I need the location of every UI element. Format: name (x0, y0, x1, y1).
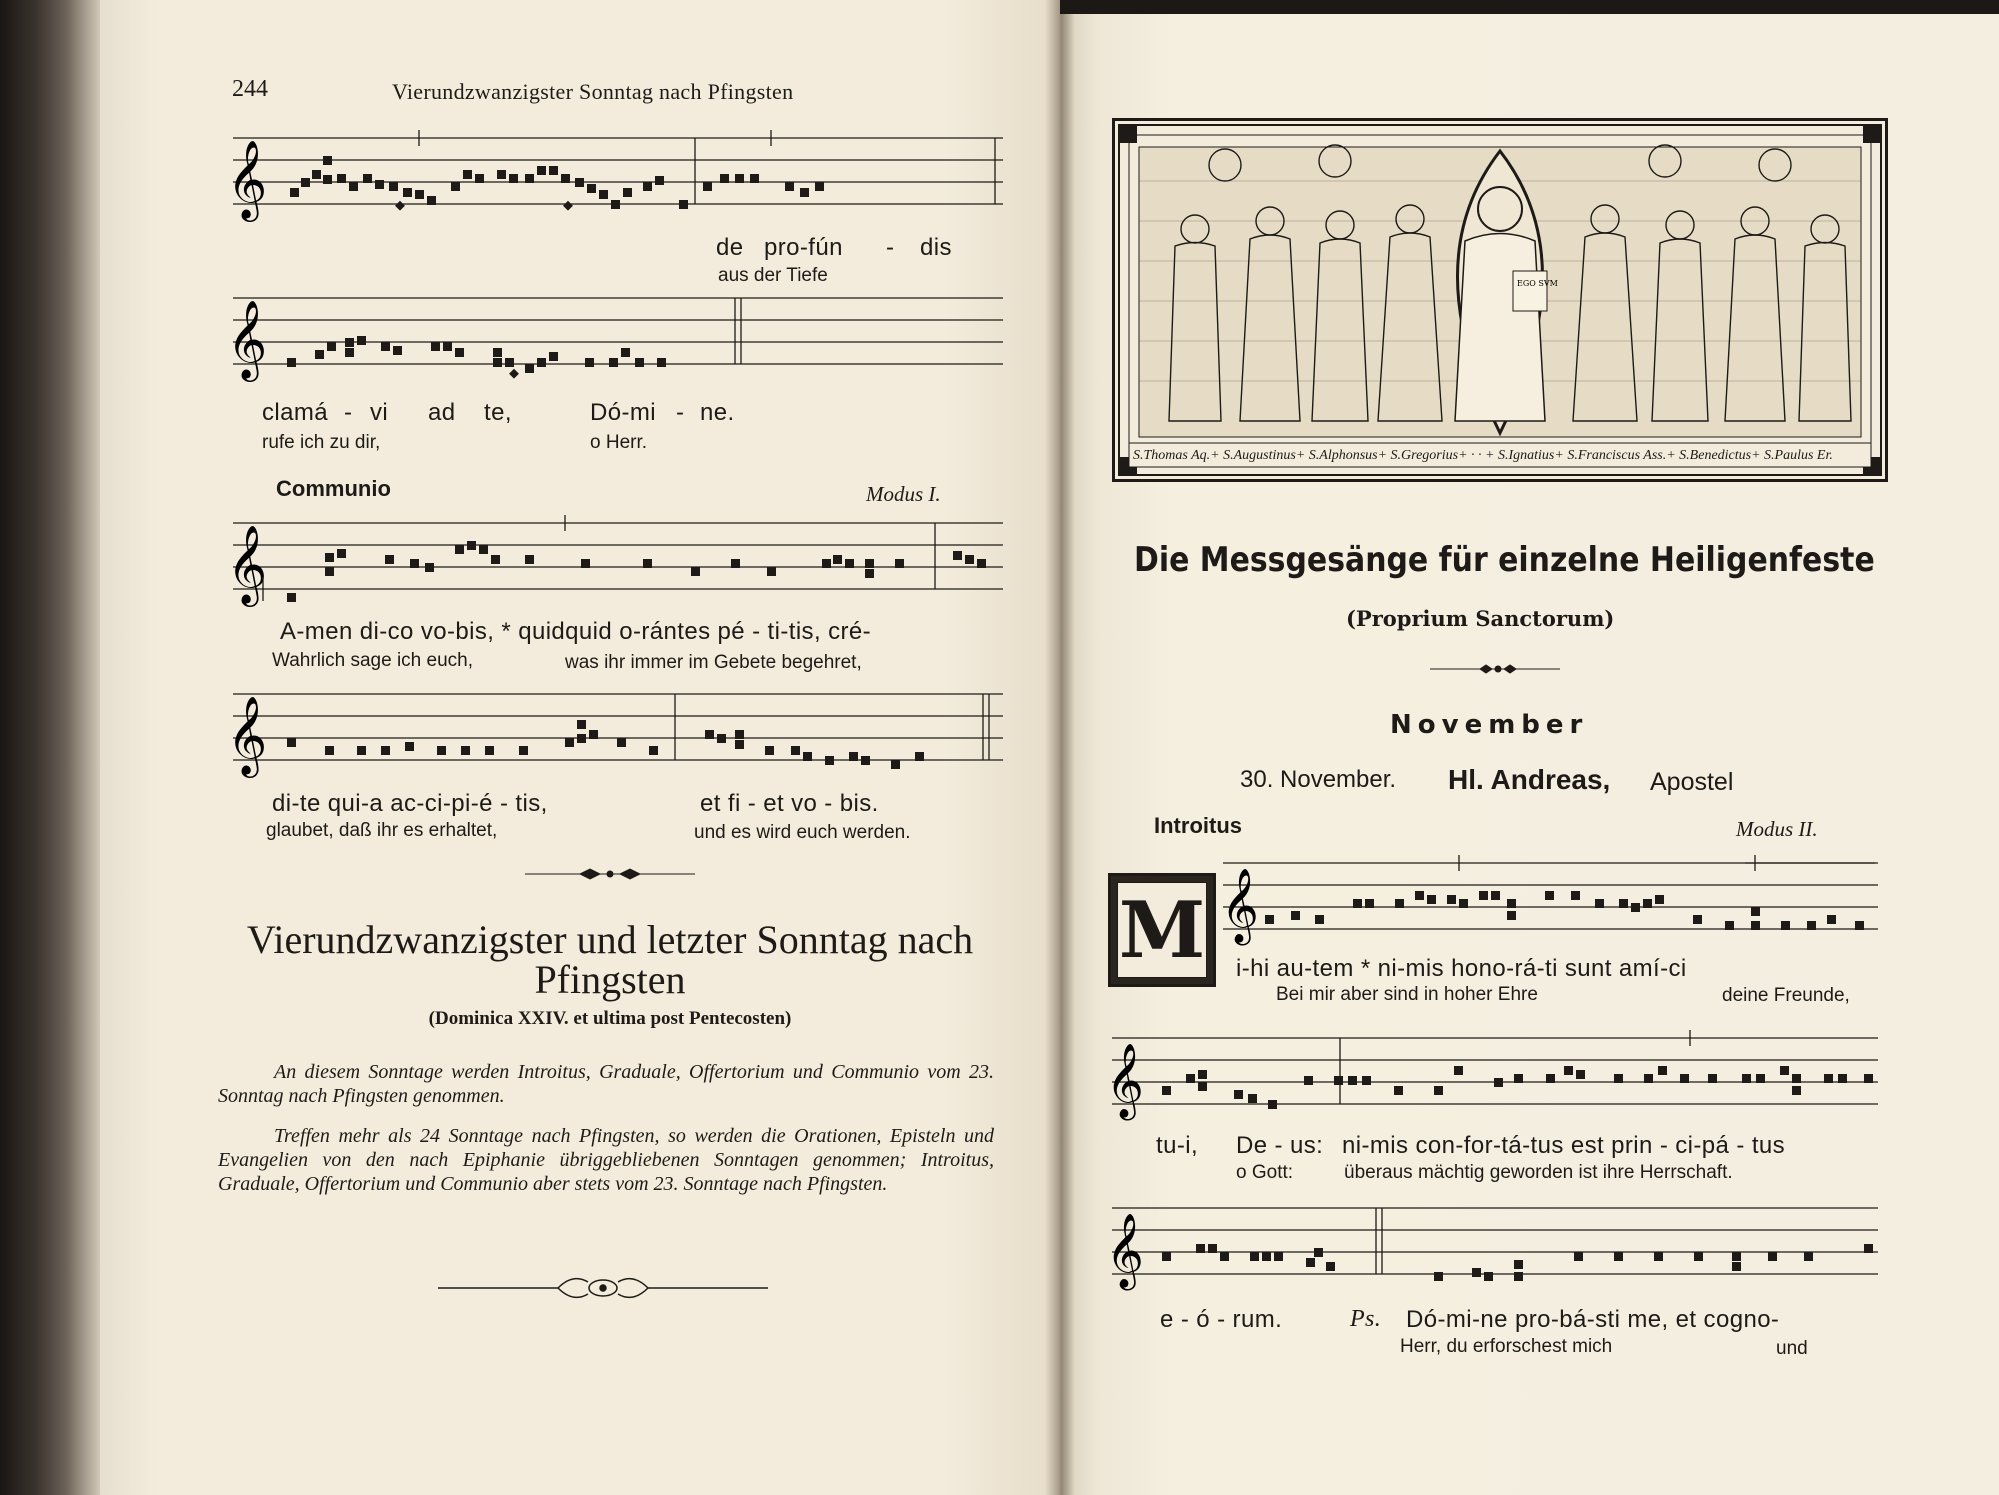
staff2-translation: o Herr. (590, 432, 648, 453)
right-staff2-translation: überaus mächtig geworden ist ihre Herrschaft. (1344, 1162, 1733, 1183)
feast-date: 30. November. (1240, 766, 1397, 793)
introitus-modus: Modus II. (1736, 817, 1818, 841)
staff4-lyrics: di-te qui-a ac-ci-pi-é - tis, (272, 790, 548, 817)
ornament-divider (520, 864, 700, 888)
staff3-translation: Wahrlich sage ich euch, (272, 650, 474, 671)
svg-text:𝄞: 𝄞 (227, 696, 268, 775)
right-staff3-lyrics: Dó-mi-ne pro-bá-sti me, et cogno- (1406, 1306, 1780, 1333)
svg-text:𝄞: 𝄞 (227, 525, 268, 604)
book-gutter (1045, 0, 1075, 1495)
top-shadow (1060, 0, 1999, 14)
svg-text:𝄞: 𝄞 (227, 140, 268, 219)
svg-text:𝄞: 𝄞 (1106, 1214, 1144, 1288)
staff2-syllable: clamá (262, 399, 329, 426)
staff4-translation: und es wird euch werden. (694, 822, 911, 843)
chant-staff-2 (225, 290, 1005, 390)
section-title: Vierundzwanzigster und letzter Sonntag nach Pfingsten (246, 917, 974, 1002)
right-chant-staff-1 (1215, 855, 1880, 955)
staff2-syllable: vi (370, 399, 389, 426)
staff4-translation: glaubet, daß ihr es erhaltet, (266, 820, 498, 841)
chant-staff-1 (225, 130, 1005, 230)
staff2-syllable: - (344, 399, 353, 426)
staff2-syllable: te, (484, 399, 512, 426)
right-staff1-translation: deine Freunde, (1722, 985, 1850, 1006)
running-head: Vierundzwanzigster Sonntag nach Pfingsten (392, 79, 794, 104)
staff2-translation: rufe ich zu dir, (262, 432, 381, 453)
right-staff3-translation: und (1776, 1338, 1808, 1359)
staff1-translation: aus der Tiefe (718, 265, 828, 286)
right-staff2-translation: o Gott: (1236, 1162, 1294, 1183)
rubric-paragraph-2: Treffen mehr als 24 Sonntage nach Pfingsten, so werden die Orationen, Episteln und Evangelien von den nach Epiphanie übriggebliebenen Sonntagen genommen; Introitus, Graduale, Offertorium und Communio aber stets vom 23. Sonntage nach Pfingsten. (218, 1125, 994, 1195)
svg-text:𝄞: 𝄞 (1221, 869, 1259, 943)
staff2-syllable: ad (428, 399, 456, 426)
proper-heading: Die Messgesänge für einzelne Heiligenfeste (1134, 540, 1875, 580)
engraving-caption: S.Thomas Aq.+ S.Augustinus+ S.Alphonsus+ S.Gregorius+ · · + S.Ignatius+ S.Franciscus Ass.+ S.Benedictus+ S.Paulus Er. (1133, 448, 1833, 463)
communio-modus: Modus I. (866, 482, 941, 506)
staff2-syllable: ne. (700, 399, 735, 426)
staff2-syllable: Dó-mi (590, 399, 656, 426)
right-staff1-lyrics: i-hi au-tem * ni-mis hono-rá-ti sunt amí-ci (1236, 955, 1687, 982)
initial-letter: M (1117, 882, 1207, 978)
decorated-initial (1108, 873, 1216, 987)
communio-label: Communio (276, 476, 391, 501)
staff1-syllable: pro-fún (764, 234, 843, 261)
staff3-translation: was ihr immer im Gebete begehret, (565, 652, 862, 673)
page-number: 244 (232, 76, 268, 102)
staff1-syllable: dis (920, 234, 952, 261)
ornament-divider-right (1430, 660, 1560, 679)
chant-staff-3 (225, 515, 1005, 615)
right-staff2-lyrics: tu-i, (1156, 1132, 1199, 1159)
proprium-subtitle: (Proprium Sanctorum) (1346, 606, 1615, 631)
staff1-syllable: de (716, 234, 744, 261)
chant-staff-4 (225, 686, 1005, 786)
ornament-tailpiece (438, 1268, 768, 1312)
right-staff2-lyrics: ni-mis con-for-tá-tus est prin - ci-pá - tus (1342, 1132, 1786, 1159)
psalm-marker: Ps. (1350, 1306, 1382, 1332)
right-chant-staff-3 (1104, 1200, 1880, 1300)
introitus-label: Introitus (1154, 813, 1242, 838)
feast-name: Hl. Andreas, (1448, 764, 1611, 795)
staff3-lyrics: A-men di-co vo-bis, * quidquid o-rántes pé - ti-tis, cré- (280, 618, 872, 645)
svg-text:𝄞: 𝄞 (227, 300, 268, 379)
feast-title: Apostel (1650, 768, 1734, 796)
saints-engraving (1112, 118, 1888, 482)
svg-text:𝄞: 𝄞 (1106, 1044, 1144, 1118)
month-heading: November (1390, 710, 1589, 740)
right-staff3-translation: Herr, du erforschest mich (1400, 1336, 1613, 1357)
staff2-syllable: - (676, 399, 685, 426)
right-staff3-lyrics: e - ó - rum. (1160, 1306, 1283, 1333)
staff1-syllable: - (886, 234, 895, 261)
staff4-lyrics: et fi - et vo - bis. (700, 790, 879, 817)
section-subtitle: (Dominica XXIV. et ultima post Pentecosten) (428, 1008, 792, 1029)
right-staff1-translation: Bei mir aber sind in hoher Ehre (1276, 984, 1538, 1005)
engraving-book-text: EGO SVM (1517, 279, 1558, 288)
right-chant-staff-2 (1104, 1030, 1880, 1130)
rubric-paragraph-1: An diesem Sonntage werden Introitus, Graduale, Offertorium und Communio vom 23. Sonntag nach Pfingsten genommen. (218, 1061, 994, 1107)
right-staff2-lyrics: De - us: (1236, 1132, 1324, 1159)
